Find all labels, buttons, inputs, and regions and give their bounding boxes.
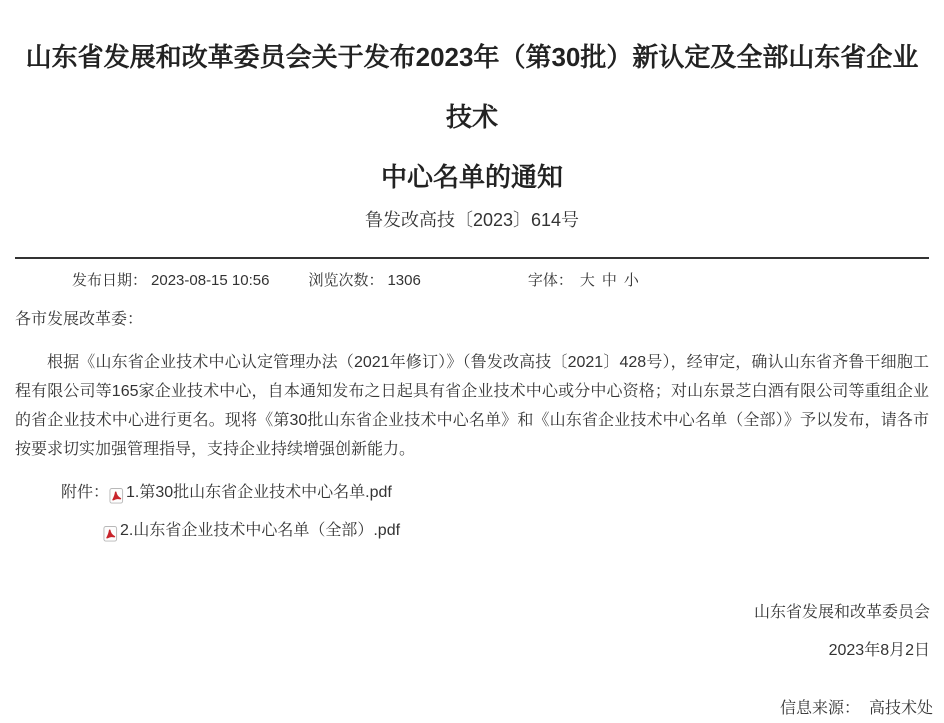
font-size-large-button[interactable]: 大 <box>579 272 595 289</box>
notice-page <box>0 27 944 717</box>
info-source-label: 信息来源： <box>779 700 860 717</box>
attachments <box>15 478 929 545</box>
attachments-label: 附件： <box>61 484 110 501</box>
issue-date: 2023年8月2日 <box>828 642 930 659</box>
salutation: 各市发展改革委： <box>15 311 144 328</box>
attachment-row <box>15 478 929 507</box>
font-size-small-button[interactable]: 小 <box>623 272 639 289</box>
view-count-label: 浏览次数： <box>308 272 384 289</box>
info-source-value: 高技术处 <box>868 700 933 717</box>
font-size-label: 字体： <box>527 272 573 289</box>
pdf-icon <box>103 523 118 539</box>
publish-date <box>72 269 269 293</box>
publish-date-value: 2023-08-15 10:56 <box>151 272 270 289</box>
font-size-medium-button[interactable]: 中 <box>601 272 617 289</box>
document-number: 鲁发改高技〔2023〕614号 <box>364 210 580 230</box>
signature-block <box>0 598 944 665</box>
issuing-agency: 山东省发展和改革委员会 <box>753 604 930 621</box>
page-title-line1: 山东省发展和改革委员会关于发布2023年（第30批）新认定及全部山东省企业技术 <box>25 42 919 132</box>
divider <box>15 257 929 259</box>
attachment-row <box>15 516 929 545</box>
page-title-line2: 中心名单的通知 <box>380 162 563 192</box>
info-source <box>0 694 944 723</box>
notice-body <box>0 305 944 545</box>
pdf-icon <box>109 485 124 501</box>
publish-date-label: 发布日期： <box>72 272 148 289</box>
attachment-name: 2.山东省企业技术中心名单（全部）.pdf <box>120 522 401 539</box>
attachment-link-2[interactable] <box>103 516 400 545</box>
view-count-value: 1306 <box>387 272 421 289</box>
notice-paragraph: 根据《山东省企业技术中心认定管理办法（2021年修订）》（鲁发改高技〔2021〕428号），经审定，确认山东省齐鲁干细胞工程有限公司等165家企业技术中心，自本通知发布之日起具有省企业技术中心或分中心资格；对山东景芝白酒有限公司等重组企业的省企业技术中心进行更名。现将《第30批山东省企业技术中心名单》和《山东省企业技术中心名单（全部）》予以发布，请各市按要求切实加强管理指导，支持企业持续增强创新能力。 <box>15 354 929 458</box>
page-title <box>15 27 929 207</box>
font-size-switcher <box>528 269 639 293</box>
attachment-link-1[interactable] <box>109 478 392 507</box>
view-count <box>308 269 420 293</box>
meta-row <box>0 269 944 293</box>
attachment-name: 1.第30批山东省企业技术中心名单.pdf <box>126 484 392 501</box>
